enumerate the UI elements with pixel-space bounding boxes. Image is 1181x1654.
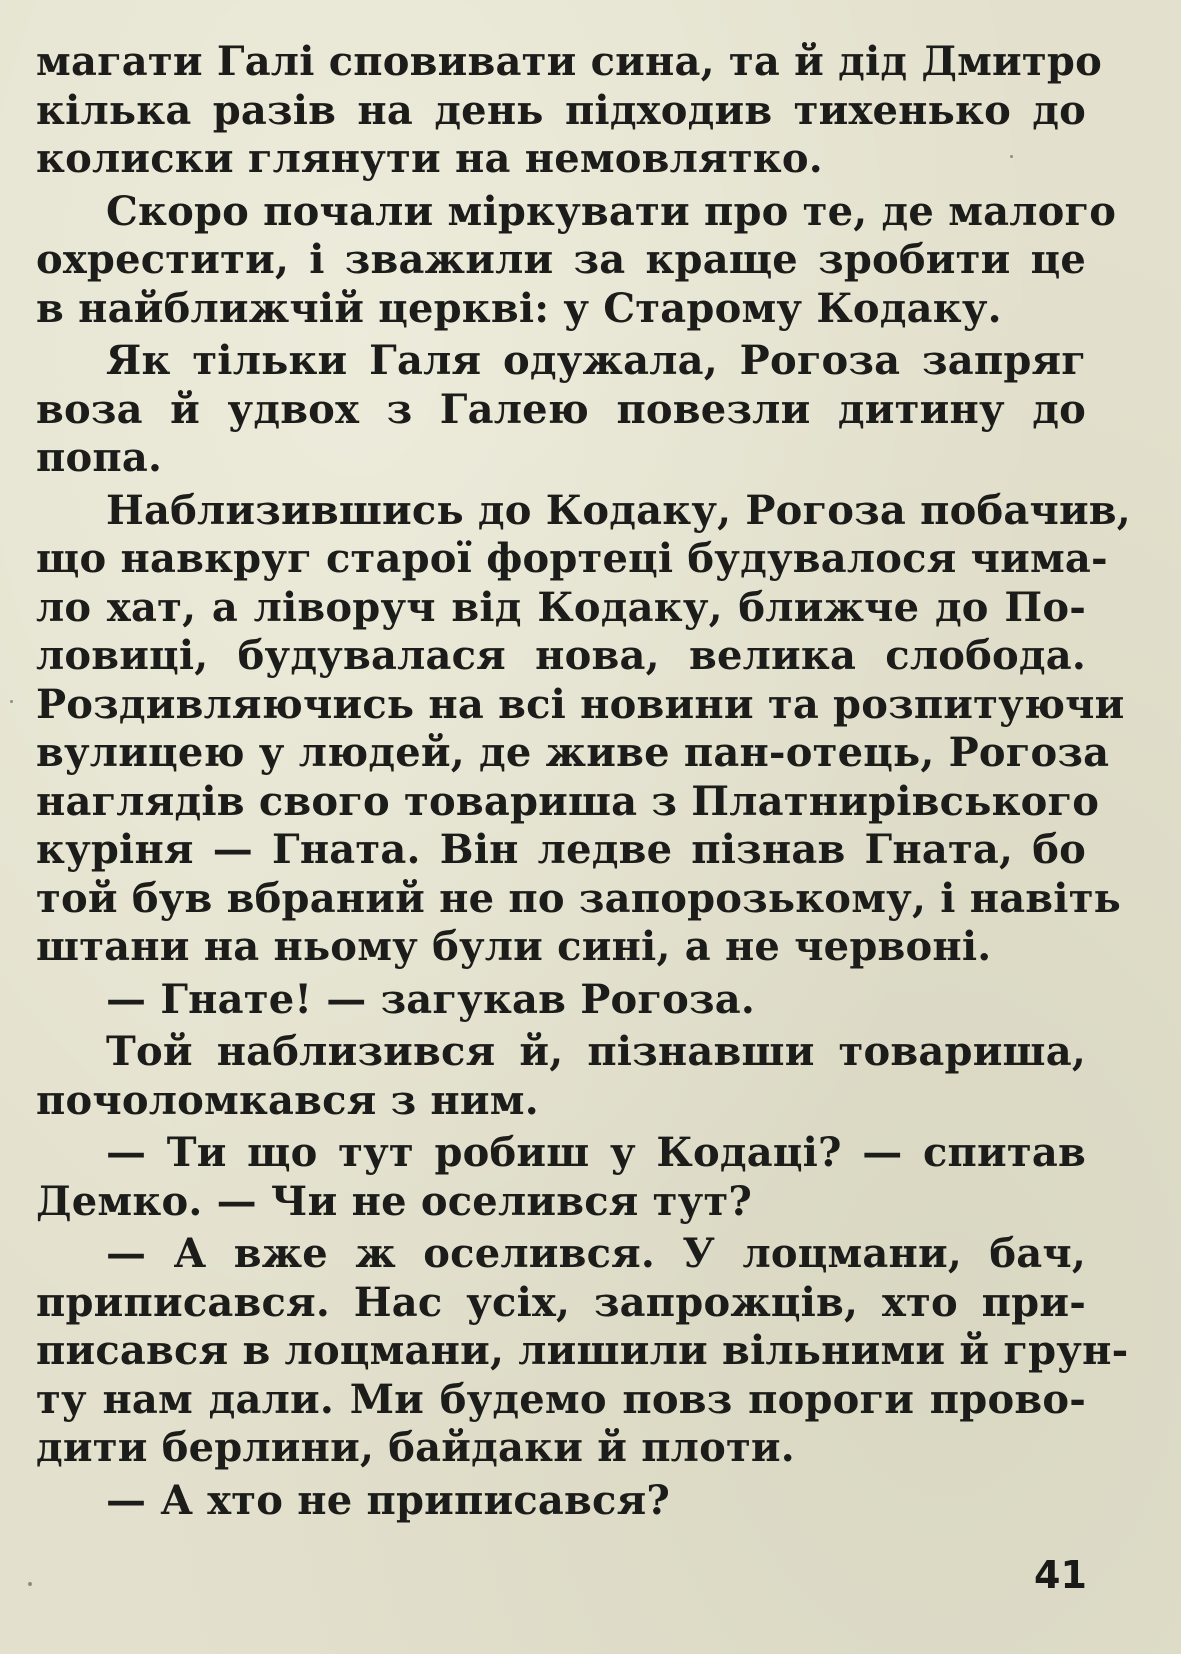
- text-line: кілька разів на день підходив тихенько до: [36, 86, 1086, 134]
- text-line: штани на ньому були сині, а не червоні.: [36, 923, 992, 970]
- text-line: — А хто не приписався?: [106, 1476, 670, 1524]
- text-line: Демко. — Чи не оселився тут?: [36, 1177, 753, 1225]
- text-line: куріня — Гната. Він ледве пізнав Гната, бо: [36, 826, 1086, 873]
- print-speck: [10, 700, 13, 703]
- text-line: ловиці, будувалася нова, велика слобода.: [36, 632, 1086, 679]
- text-line: в найближчій церкві: у Старому Кодаку.: [36, 284, 1002, 332]
- text-line: Скоро почали міркувати про те, де малого: [106, 187, 1117, 235]
- text-line: наглядів свого товариша з Платнирівського: [36, 777, 1100, 825]
- text-line: ту нам дали. Ми будемо повз пороги прово-: [36, 1375, 1086, 1423]
- text-line: почоломкався з ним.: [36, 1076, 539, 1124]
- text-line: той був вбраний не по запорозькому, і навіть: [36, 874, 1122, 922]
- text-line: писався в лоцмани, лишили вільними й грун-: [36, 1327, 1129, 1374]
- text-line: Наблизившись до Кодаку, Рогоза побачив,: [106, 486, 1131, 534]
- text-line: Роздивляючись на всі новини та розпитуючи: [36, 680, 1125, 728]
- text-line: Той наблизився й, пізнавши товариша,: [106, 1028, 1086, 1075]
- body-text: [36, 38, 1131, 1525]
- page-number: 41: [1034, 1553, 1087, 1597]
- text-line: Як тільки Галя одужала, Рогоза запряг: [106, 337, 1086, 384]
- text-line: — Ти що тут робиш у Кодаці? — спитав: [106, 1129, 1086, 1176]
- text-line: що навкруг старої фортеці будувалося чима-: [36, 535, 1108, 582]
- text-line: вулицею у людей, де живе пан-отець, Рогоза: [36, 729, 1110, 776]
- text-line: магати Галі сповивати сина, та й дід Дмитро: [36, 38, 1102, 85]
- text-line: приписався. Нас усіх, запрожців, хто при-: [36, 1278, 1086, 1326]
- print-speck: [1010, 155, 1013, 158]
- text-line: колиски глянути на немовлятко.: [36, 135, 823, 182]
- text-line: ло хат, а ліворуч від Кодаку, ближче до По-: [36, 583, 1086, 631]
- print-speck: [28, 1582, 32, 1586]
- text-line: — А вже ж оселився. У лоцмани, бач,: [106, 1230, 1086, 1277]
- text-line: воза й удвох з Галею повезли дитину до: [36, 385, 1086, 433]
- text-line: — Гнате! — загукав Рогоза.: [106, 975, 755, 1023]
- text-line: охрестити, і зважили за краще зробити це: [36, 236, 1086, 283]
- text-line: дити берлини, байдаки й плоти.: [36, 1424, 795, 1471]
- text-line: попа.: [36, 434, 163, 481]
